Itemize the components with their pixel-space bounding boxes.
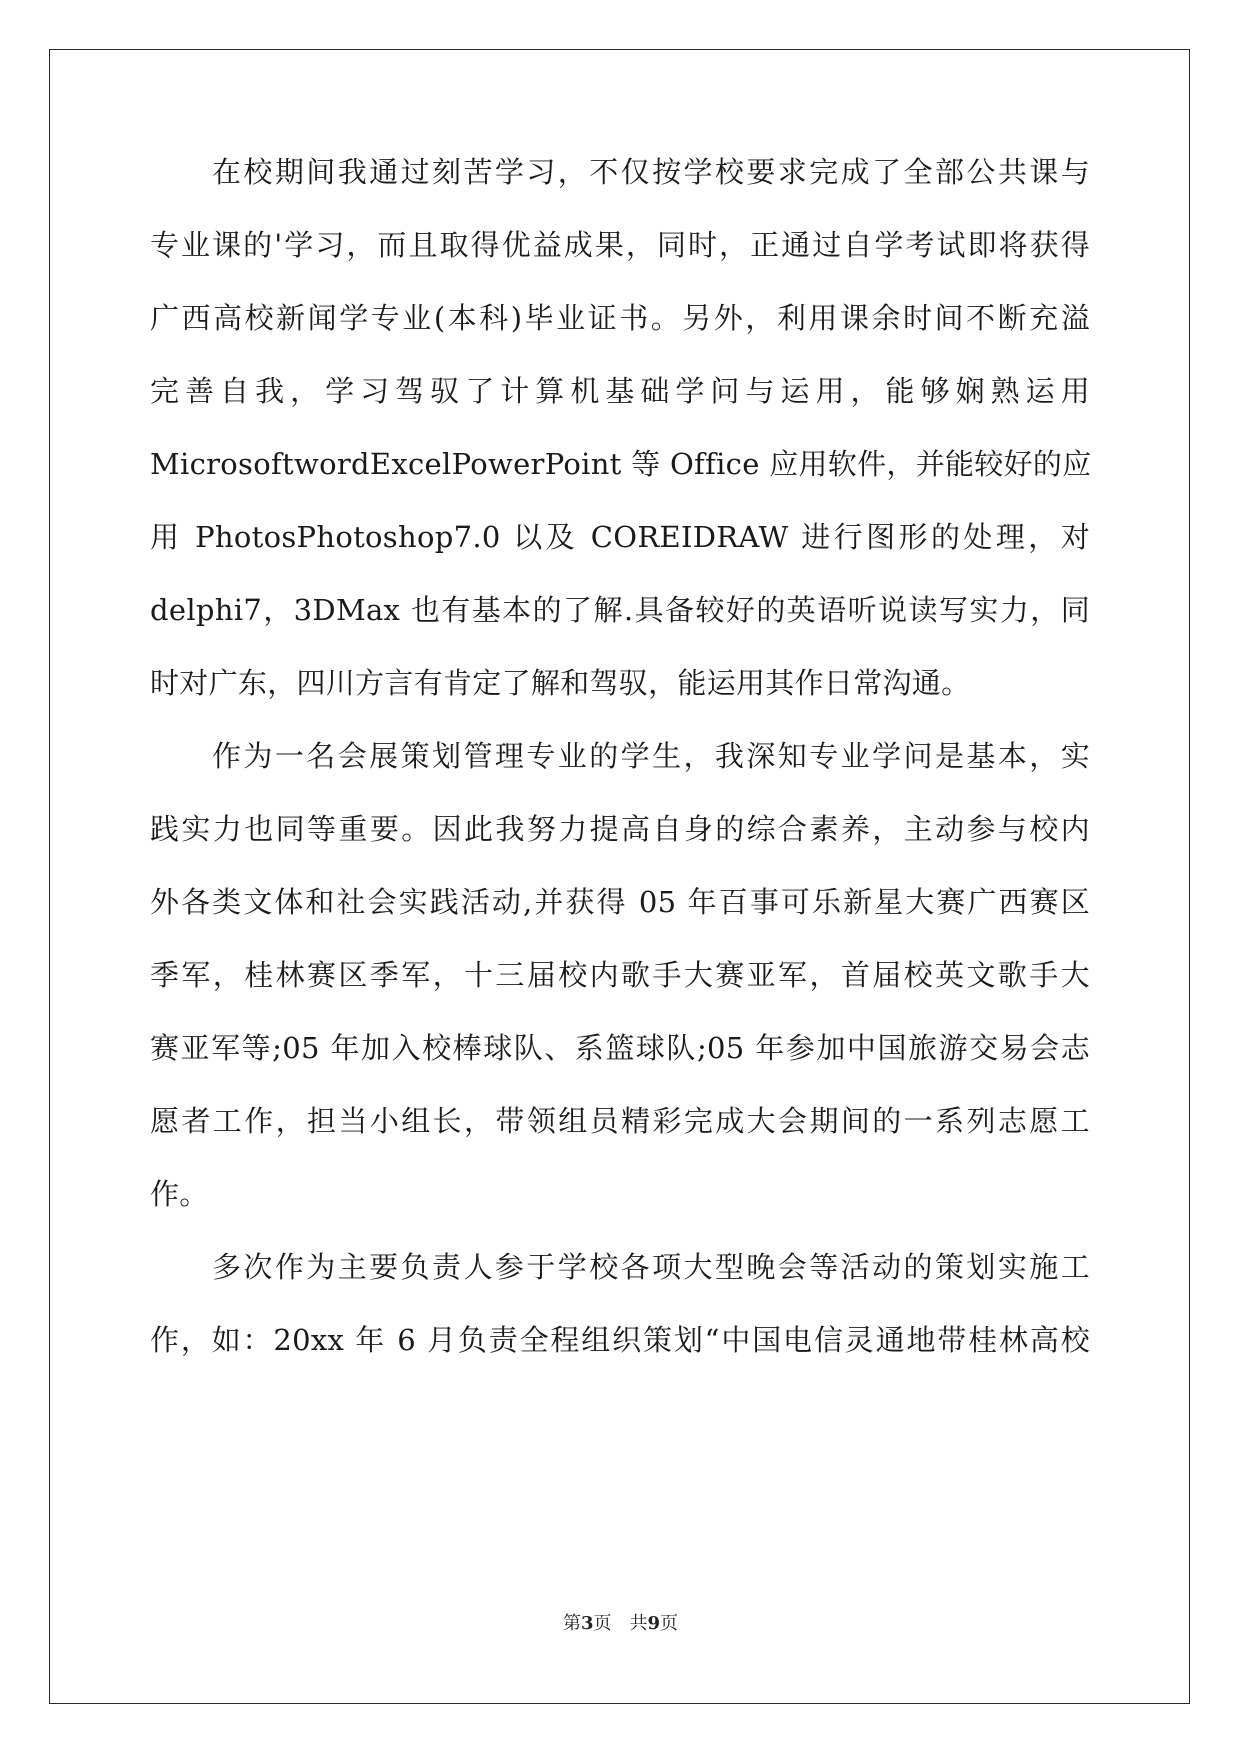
paragraph-1-line-3: 广西高校新闻学专业(本科)毕业证书。另外，利用课余时间不断充溢	[150, 301, 1090, 335]
paragraph-2-line-4: 季军，桂林赛区季军，十三届校内歌手大赛亚军，首届校英文歌手大	[150, 958, 1090, 992]
paragraph-2-line-1: 作为一名会展策划管理专业的学生，我深知专业学问是基本，实	[212, 739, 1090, 773]
paragraph-2-line-3: 外各类文体和社会实践活动,并获得 05 年百事可乐新星大赛广西赛区	[150, 885, 1090, 919]
paragraph-3-line-1: 多次作为主要负责人参于学校各项大型晚会等活动的策划实施工	[212, 1250, 1090, 1284]
footer-prefix: 第	[562, 1613, 581, 1634]
paragraph-3-line-2: 作，如：20xx 年 6 月负责全程组织策划“中国电信灵通地带桂林高校	[150, 1323, 1090, 1357]
footer-current-page: 3	[580, 1613, 594, 1634]
paragraph-1-line-5: MicrosoftwordExcelPowerPoint 等 Office 应用软件，并能较好的应	[150, 447, 1092, 481]
paragraph-2-line-2: 践实力也同等重要。因此我努力提高自身的综合素养，主动参与校内	[150, 812, 1090, 846]
paragraph-1-line-8: 时对广东，四川方言有肯定了解和驾驭，能运用其作日常沟通。	[150, 666, 971, 700]
paragraph-1-line-6: 用 PhotosPhotoshop7.0 以及 COREIDRAW 进行图形的处理，对	[150, 520, 1090, 554]
paragraph-2-line-5: 赛亚军等;05 年加入校棒球队、系篮球队;05 年参加中国旅游交易会志	[150, 1031, 1090, 1065]
page-footer	[0, 1612, 1241, 1636]
footer-middle: 页 共	[593, 1613, 648, 1634]
paragraph-2-line-7: 作。	[150, 1177, 209, 1211]
paragraph-1-line-4: 完善自我，学习驾驭了计算机基础学问与运用，能够娴熟运用	[150, 374, 1090, 408]
footer-total-pages: 9	[647, 1613, 661, 1634]
paragraph-1-line-7: delphi7，3DMax 也有基本的了解.具备较好的英语听说读写实力，同	[150, 593, 1090, 627]
paragraph-1-line-2: 专业课的'学习，而且取得优益成果，同时，正通过自学考试即将获得	[150, 228, 1090, 262]
paragraph-2-line-6: 愿者工作，担当小组长，带领组员精彩完成大会期间的一系列志愿工	[150, 1104, 1090, 1138]
footer-suffix: 页	[660, 1613, 679, 1634]
paragraph-1-line-1: 在校期间我通过刻苦学习，不仅按学校要求完成了全部公共课与	[212, 155, 1090, 189]
